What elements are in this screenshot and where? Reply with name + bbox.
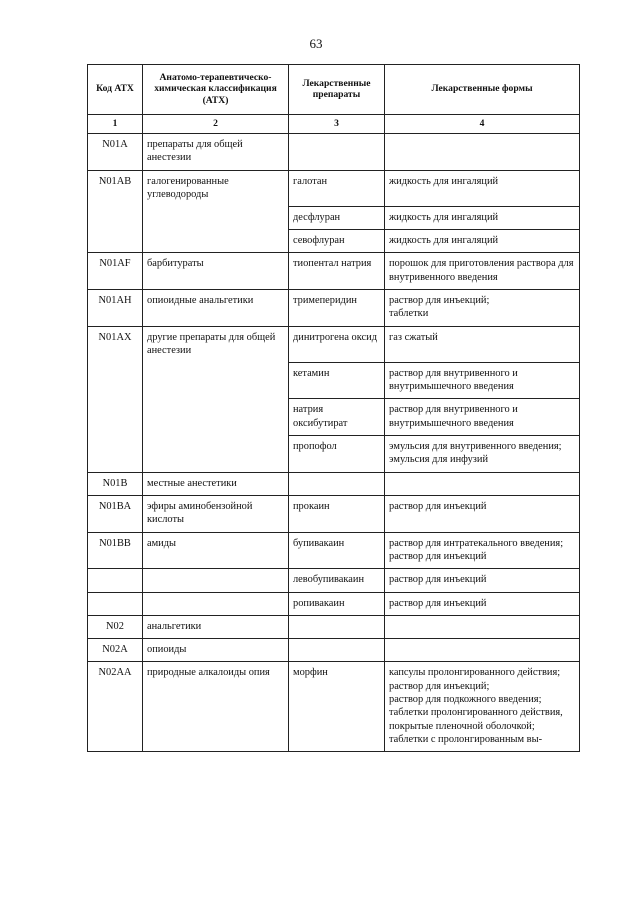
table-column-numbers-row (88, 115, 580, 134)
page-number: 63 (309, 36, 323, 51)
dosage-form-line: раствор для внутривенного и внутримышечного введения (389, 404, 518, 429)
dosage-forms-cell (385, 615, 580, 638)
dosage-form-line: эмульсия для внутривенного введения; (389, 441, 562, 452)
atc-code-cell: N01AF (88, 253, 143, 290)
drug-name-cell: галотан (289, 170, 385, 206)
table-row (88, 206, 580, 229)
drug-name-cell: тримеперидин (289, 290, 385, 327)
table-row (88, 472, 580, 495)
dosage-forms-cell (385, 206, 580, 229)
drug-name-cell: левобупивакаин (289, 569, 385, 592)
atc-code-cell: N01AX (88, 326, 143, 362)
drug-name-cell: пропофол (289, 436, 385, 473)
atc-class-cell: галогенированные углеводороды (143, 170, 289, 206)
column-number: 4 (385, 115, 580, 134)
drug-name-cell: натрия оксибутират (289, 399, 385, 436)
table-row (88, 662, 580, 752)
dosage-form-line: эмульсия для инфузий (389, 454, 489, 466)
table-row (88, 253, 580, 290)
drug-name-cell: тиопентал натрия (289, 253, 385, 290)
dosage-form-line: раствор для инъекций (389, 574, 487, 586)
drug-name-cell: динитрогена оксид (289, 326, 385, 362)
atc-code-cell: N01BA (88, 495, 143, 532)
atc-class-cell (143, 230, 289, 253)
header-dosage-forms: Лекарственные формы (385, 65, 580, 115)
dosage-form-line: жидкость для ингаляций (389, 211, 499, 223)
atc-code-cell: N02AA (88, 662, 143, 752)
dosage-forms-cell (385, 639, 580, 662)
dosage-forms-cell (385, 472, 580, 495)
atc-class-cell (143, 436, 289, 473)
atc-code-cell: N01B (88, 472, 143, 495)
table-row (88, 399, 580, 436)
atc-code-cell: N02A (88, 639, 143, 662)
atc-code-cell (88, 399, 143, 436)
atc-class-cell: анальгетики (143, 615, 289, 638)
drug-name-cell: ропивакаин (289, 592, 385, 615)
drug-name-cell (289, 639, 385, 662)
atc-class-cell (143, 399, 289, 436)
dosage-form-line: таблетки с пролонгированным вы- (389, 734, 543, 745)
atc-class-cell (143, 569, 289, 592)
table-header-row (88, 65, 580, 115)
drug-name-cell: десфлуран (289, 206, 385, 229)
dosage-form-line: порошок для приготовления раствора для внутривенного введения (389, 258, 574, 283)
dosage-forms-cell (385, 532, 580, 569)
dosage-form-line: таблетки (389, 308, 429, 320)
atc-class-cell: барбитураты (143, 253, 289, 290)
atc-code-cell: N02 (88, 615, 143, 638)
table-row (88, 495, 580, 532)
dosage-forms-cell (385, 230, 580, 253)
atc-code-cell: N01BB (88, 532, 143, 569)
header-drugs: Лекарственные препараты (289, 65, 385, 115)
drug-classification-table (87, 64, 580, 752)
atc-code-cell (88, 206, 143, 229)
dosage-forms-cell (385, 495, 580, 532)
dosage-form-line: раствор для инъекций; (389, 295, 490, 306)
dosage-form-line: раствор для инъекций (389, 597, 487, 609)
table-row (88, 362, 580, 399)
dosage-forms-cell (385, 253, 580, 290)
atc-class-cell: препараты для общей анестезии (143, 134, 289, 171)
column-number: 1 (88, 115, 143, 134)
drug-name-cell (289, 134, 385, 171)
table-row (88, 639, 580, 662)
table-row (88, 134, 580, 171)
atc-class-cell (143, 592, 289, 615)
atc-class-cell: местные анестетики (143, 472, 289, 495)
atc-code-cell (88, 362, 143, 399)
table-row (88, 170, 580, 206)
table-row (88, 615, 580, 638)
atc-class-cell: природные алкалоиды опия (143, 662, 289, 752)
atc-class-cell (143, 362, 289, 399)
dosage-forms-cell (385, 592, 580, 615)
table-body (88, 134, 580, 752)
dosage-forms-cell (385, 436, 580, 473)
dosage-forms-cell (385, 662, 580, 752)
dosage-forms-cell (385, 290, 580, 327)
atc-class-cell: опиоидные анальгетики (143, 290, 289, 327)
header-atc-classification: Анатомо-терапевтическо-химическая классификация (АТХ) (143, 65, 289, 115)
atc-class-cell: амиды (143, 532, 289, 569)
drug-name-cell: морфин (289, 662, 385, 752)
dosage-forms-cell (385, 362, 580, 399)
atc-class-cell: опиоиды (143, 639, 289, 662)
table-container (87, 64, 580, 752)
table-row (88, 592, 580, 615)
dosage-forms-cell (385, 326, 580, 362)
dosage-form-line: таблетки пролонгированного действия, покрытые пленочной оболочкой; (389, 707, 563, 732)
dosage-forms-cell (385, 569, 580, 592)
drug-name-cell: бупивакаин (289, 532, 385, 569)
dosage-form-line: раствор для внутривенного и внутримышечного введения (389, 367, 518, 393)
dosage-form-line: раствор для подкожного введения; (389, 694, 542, 706)
atc-code-cell (88, 592, 143, 615)
atc-code-cell (88, 436, 143, 473)
table-row (88, 532, 580, 569)
drug-name-cell: кетамин (289, 362, 385, 399)
atc-code-cell (88, 569, 143, 592)
atc-code-cell: N01A (88, 134, 143, 171)
dosage-form-line: раствор для интратекального введения; (389, 537, 564, 549)
header-atc-code: Код АТХ (88, 65, 143, 115)
dosage-forms-cell (385, 134, 580, 171)
dosage-forms-cell (385, 399, 580, 436)
dosage-form-line: раствор для инъекций (389, 550, 487, 562)
atc-class-cell: эфиры аминобензойной кислоты (143, 495, 289, 532)
atc-code-cell (88, 230, 143, 253)
table-row (88, 326, 580, 362)
dosage-form-line: жидкость для ингаляций (389, 175, 499, 187)
atc-code-cell: N01AB (88, 170, 143, 206)
table-row (88, 569, 580, 592)
dosage-form-line: газ сжатый (389, 331, 438, 343)
atc-class-cell: другие препараты для общей анестезии (143, 326, 289, 362)
drug-name-cell: севофлуран (289, 230, 385, 253)
column-number: 3 (289, 115, 385, 134)
drug-name-cell: прокаин (289, 495, 385, 532)
dosage-form-line: раствор для инъекций; (389, 680, 490, 692)
dosage-forms-cell (385, 170, 580, 206)
table-row (88, 290, 580, 327)
table-row (88, 436, 580, 473)
column-number: 2 (143, 115, 289, 134)
table-row (88, 230, 580, 253)
drug-name-cell (289, 615, 385, 638)
dosage-form-line: раствор для инъекций (389, 500, 487, 512)
drug-name-cell (289, 472, 385, 495)
atc-class-cell (143, 206, 289, 229)
atc-code-cell: N01AH (88, 290, 143, 327)
dosage-form-line: капсулы пролонгированного действия; (389, 667, 561, 679)
dosage-form-line: жидкость для ингаляций (389, 235, 499, 247)
